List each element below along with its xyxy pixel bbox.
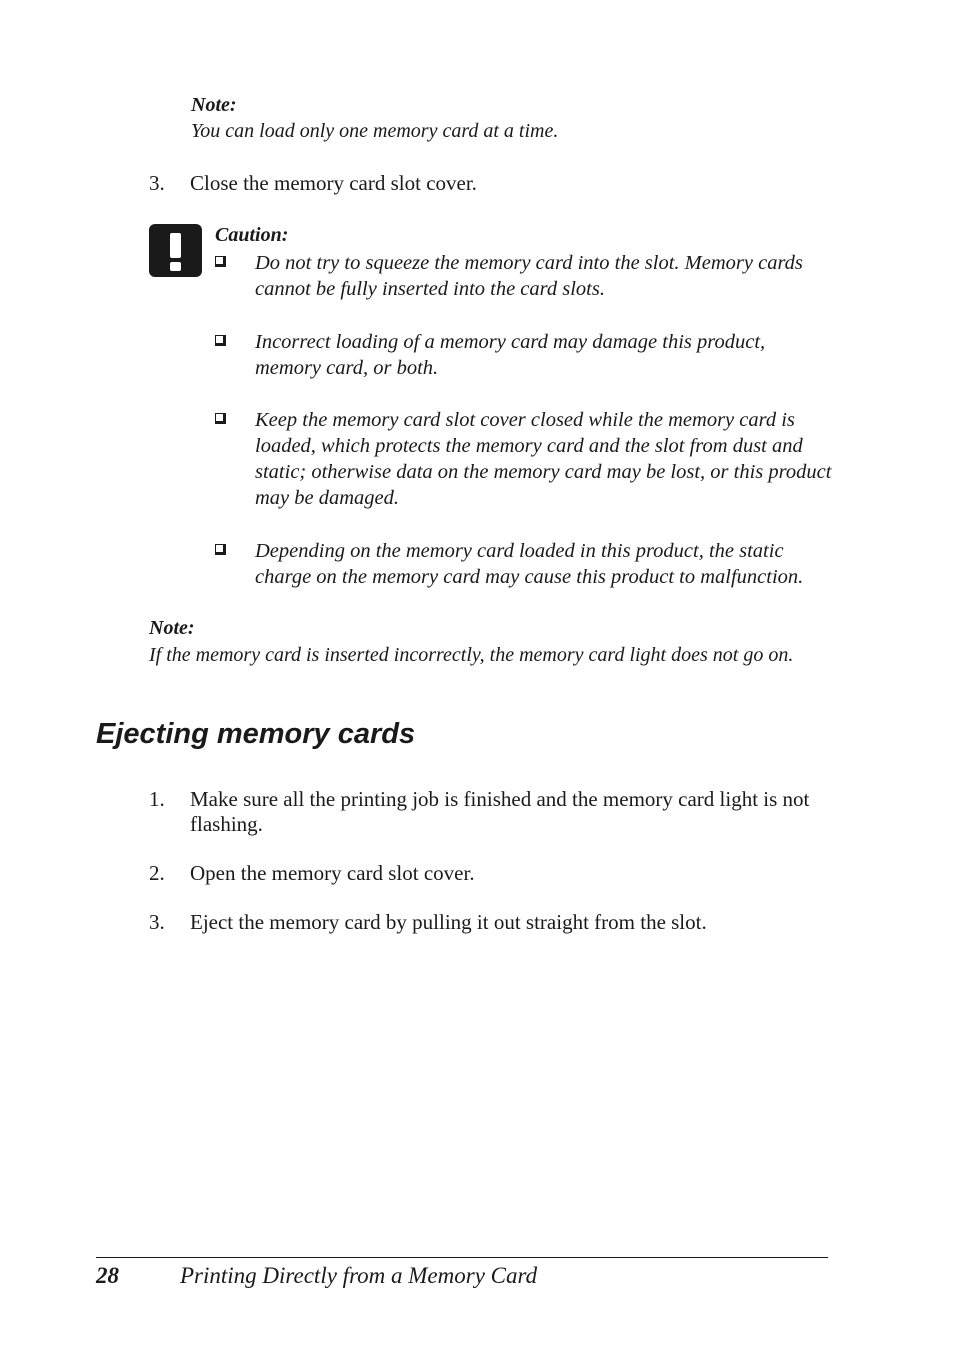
step-number: 2.: [149, 861, 165, 885]
step-text: Close the memory card slot cover.: [190, 171, 477, 195]
checkbox-bullet-icon: [215, 256, 226, 267]
chapter-title: Printing Directly from a Memory Card: [180, 1263, 538, 1288]
caution-item: [215, 250, 835, 302]
caution-item: [215, 407, 835, 511]
section-heading: Ejecting memory cards: [96, 718, 416, 750]
checkbox-bullet-icon: [215, 335, 226, 346]
note-label: Note:: [149, 617, 195, 639]
step-text: Make sure all the printing job is finished and the memory card light is not flashing.: [190, 787, 810, 836]
note-text: If the memory card is inserted incorrectly, the memory card light does not go on.: [149, 644, 794, 666]
caution-item: [215, 538, 835, 590]
step-number: 3.: [149, 171, 165, 195]
caution-item-text: Keep the memory card slot cover closed while the memory card is loaded, which protects the memory card and the slot from dust and static; otherwise data on the memory card may be lost, or this product may be damaged.: [255, 409, 832, 509]
step-text: Open the memory card slot cover.: [190, 861, 475, 885]
caution-exclamation-icon: [149, 224, 202, 277]
step-number: 1.: [149, 787, 165, 811]
footer-rule: [96, 1257, 828, 1258]
caution-item-text: Do not try to squeeze the memory card into the slot. Memory cards cannot be fully inserted into the card slots.: [255, 252, 803, 300]
note-label: Note:: [191, 94, 237, 116]
page-number: 28: [96, 1263, 119, 1288]
checkbox-bullet-icon: [215, 413, 226, 424]
note-text: You can load only one memory card at a time.: [191, 120, 559, 142]
step-number: 3.: [149, 910, 165, 934]
caution-label: Caution:: [215, 224, 289, 246]
caution-item-text: Incorrect loading of a memory card may damage this product, memory card, or both.: [255, 331, 766, 379]
caution-item-text: Depending on the memory card loaded in this product, the static charge on the memory card may cause this product to malfunction.: [255, 540, 804, 588]
step-text: Eject the memory card by pulling it out straight from the slot.: [190, 910, 707, 934]
checkbox-bullet-icon: [215, 544, 226, 555]
caution-item: [215, 329, 835, 381]
